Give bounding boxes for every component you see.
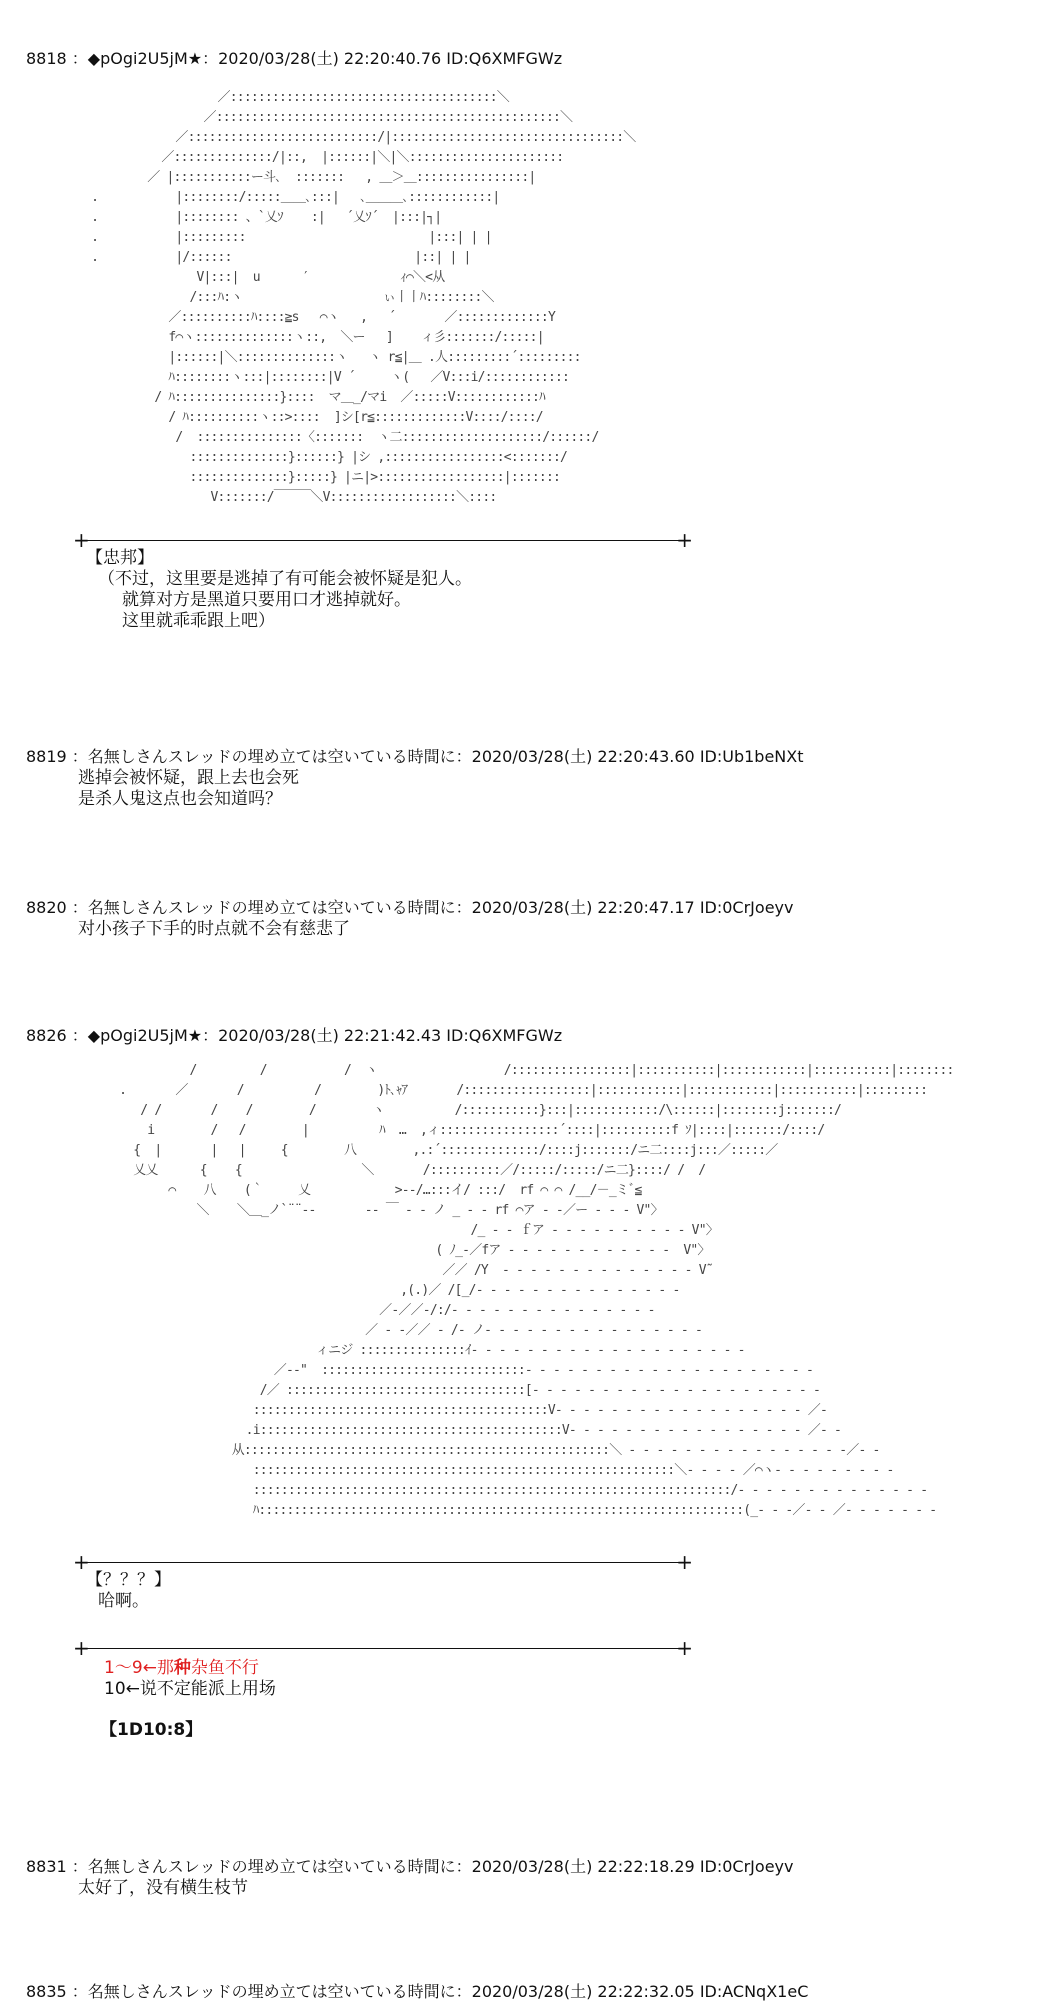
text-line: 哈啊。 — [98, 1591, 149, 1611]
post-header: 8818 ：◆pOgi2U5jM★：2020/03/28(土) 22:20:40.76 ID:Q6XMFGWz — [26, 49, 563, 68]
text-line: 就算对方是黑道只要用口才逃掉就好。 — [122, 590, 411, 610]
separator — [73, 1550, 693, 1574]
text-line: 这里就乖乖跟上吧） — [122, 611, 275, 631]
option-bold-text: 种 — [173, 1658, 191, 1678]
ascii-art: / / / ヽ /:::::::::::::::::|:::::::::::|::::::::::::|:::::::::::|:::::::: . ／ / / )ﾄ､ｬｱ /::::::::::::::::::|::::::::::::|::::::::::::|:::::::::::|::::::::: / / / / / ヽ /:::::::::::}:::|::::::::::::/\::::::|::::::::j:::::::/ i / / | ﾊ … ,ィ:::::::::::::::::´::::|::::::::::f ｿ|::::|:::::::/::::/ { | | | { 八 ,.:´::::::::::::::/::::j:::::::/ニ二::::j:::／:::::／ 乂乂 { { ＼ /::::::::::／/:::::/:::::/ニ二}::::/ / / ⌒ 八 (｀ 乂 >-‐/…:::イ/ :::/ rf ⌒ ⌒ /__/－_ミﾞ≦ ＼ ＼＿_ノ`¨¨‐- ‐- ￣ - ‐ ノ _ ‐ ‐ rf ⌒ア ‐ ‐／ー ‐ ‐ ‐ V"〉 /_ ‐ ‐ ｆア ‐ ‐ ‐ ‐ ‐ ‐ ‐ ‐ ‐ ‐ V"〉 ( ﾉ_‐／fア ‐ ‐ ‐ ‐ ‐ ‐ ‐ ‐ ‐ ‐ ‐ ‐ V"〉 ／／ /Y ‐ ‐ ‐ ‐ ‐ ‐ ‐ ‐ ‐ ‐ ‐ ‐ ‐ ‐ V˜ ,(.)／ /[_/‐ ‐ ‐ ‐ ‐ ‐ ‐ ‐ ‐ ‐ ‐ ‐ ‐ ‐ ‐ ／‐／／‐/:/‐ ‐ ‐ ‐ ‐ ‐ ‐ ‐ ‐ ‐ ‐ ‐ ‐ ‐ ‐ ／ - ‐／／ ‐ /‐ ノ‐ ‐ ‐ ‐ ‐ ‐ ‐ ‐ ‐ ‐ ‐ ‐ ‐ ‐ ‐ ‐ ィニジ :::::::::::::::ｲ‐ ‐ ‐ ‐ ‐ ‐ ‐ ‐ ‐ ‐ ‐ ‐ ‐ ‐ ‐ ‐ ‐ ‐ ‐ ‐ ／-‐" :::::::::::::::::::::::::::::‐ ‐ ‐ ‐ ‐ ‐ ‐ ‐ ‐ ‐ ‐ ‐ ‐ ‐ ‐ ‐ ‐ ‐ ‐ ‐ ‐ /／ ::::::::::::::::::::::::::::::::::[‐ ‐ ‐ ‐ ‐ ‐ ‐ ‐ ‐ ‐ ‐ ‐ ‐ ‐ ‐ ‐ ‐ ‐ ‐ ‐ ‐ ::::::::::::::::::::::::::::::::::::::::::V‐ ‐ ‐ ‐ ‐ ‐ ‐ ‐ ‐ ‐ ‐ ‐ ‐ ‐ ‐ ‐ ‐ ‐ ／‐ .i:::::::::::::::::::::::::::::::::::::::::::V‐ ‐ ‐ ‐ ‐ ‐ ‐ ‐ ‐ ‐ ‐ ‐ ‐ ‐ ‐ ‐ ‐ ／‐ ‐ 从::::::::::::::::::::::::::::::::::::::::::::::::::::＼ ‐ ‐ ‐ ‐ ‐ ‐ ‐ ‐ ‐ ‐ ‐ ‐ ‐ ‐ ‐ ‐／‐ ‐ ::::::::::::::::::::::::::::::::::::::::::::::::::::::::::::＼‐ ‐ ‐ ‐ ／⌒ヽ‐ ‐ ‐ ‐ ‐ ‐ ‐ ‐ ‐ ::::::::::::::::::::::::::::::::::::::::::::::::::::::::::::::::::::/‐ ‐ ‐ ‐ ‐ ‐ ‐ ‐ ‐ ‐ ‐ ‐ ‐ ‐ ﾊ:::::::::::::::::::::::::::::::::::::::::::::::::::::::::::::::::::::(_‐ ‐ ‐／‐ ‐ ／‐ ‐ ‐ ‐ ‐ ‐ ‐ — [119, 1063, 954, 1518]
post-header: 8820 ：名無しさんスレッドの埋め立ては空いている時間に：2020/03/28(土) 22:20:47.17 ID:0CrJoeyv — [26, 898, 794, 917]
separator — [73, 528, 693, 552]
dice-result-text: 【1D10:8】 — [100, 1720, 203, 1740]
speaker-tag: 【忠邦】 — [86, 548, 154, 568]
post-body — [86, 1570, 171, 1612]
option-red-tail: 杂鱼不行 — [190, 1658, 259, 1678]
text-line: （不过，这里要是逃掉了有可能会被怀疑是犯人。 — [98, 569, 472, 589]
dice-options — [104, 1658, 276, 1700]
post-header: 8831 ：名無しさんスレッドの埋め立ては空いている時間に：2020/03/28(土) 22:22:18.29 ID:0CrJoeyv — [26, 1857, 794, 1876]
post-body — [78, 919, 350, 940]
separator-cross-icon: + — [676, 528, 693, 552]
ascii-art: ／::::::::::::::::::::::::::::::::::::::＼ ／:::::::::::::::::::::::::::::::::::::::::::::::::＼ ／:::::::::::::::::::::::::::/|:::::::::::::::::::::::::::::::::＼ ／::::::::::::::/|::, |::::::|＼|＼:::::::::::::::::::::: ／ |:::::::::::ー斗､ ::::::: , ＿＞＿::::::::::::::::| . |::::::::/:::::＿＿､:::| ､＿＿＿､::::::::::::| . |:::::::: 、`乂ｿ :| ´乂ｿ´ |:::|┐| . |::::::::: |:::| | | . |/:::::: |::| | | V|:::| u ′ ｨ⌒＼<从 /:::ﾊ:ヽ ぃ丨丨ﾊ::::::::＼ ／::::::::::ﾊ::::≧s ⌒ヽ , ´ ／:::::::::::::Y f⌒ヽ::::::::::::::ヽ::, ＼ー ] ィ彡:::::::/:::::| |::::::|＼::::::::::::::ヽ ヽ r≦|＿ .人:::::::::´::::::::: ﾊ::::::::ヽ:::|::::::::|V ´ ヽ( ／V:::i/:::::::::::: / ﾊ:::::::::::::::}:::: マ＿_/マi ／:::::V::::::::::::ﾊ / ﾊ::::::::::ヽ::>:::: ]シ[r≦:::::::::::::V::::/::::/ / :::::::::::::::〈::::::: ヽ二::::::::::::::::::::/::::::/ ::::::::::::::}::::::} |シ ,:::::::::::::::::<:::::::/ ::::::::::::::}:::::} |ニ|>::::::::::::::::::|::::::: V:::::::/￣￣￣＼V::::::::::::::::::＼:::: — [91, 90, 636, 505]
text-line: 逃掉会被怀疑，跟上去也会死 — [78, 768, 299, 788]
separator-cross-icon: + — [676, 1550, 693, 1574]
separator-cross-icon: + — [676, 1636, 693, 1660]
text-line: 太好了，没有横生枝节 — [78, 1878, 248, 1898]
post-body — [78, 768, 299, 810]
speaker-tag: 【？？？】 — [86, 1570, 171, 1590]
option-red-text: 1～9←那 — [104, 1658, 174, 1678]
post-body — [86, 548, 472, 632]
separator-cross-icon: + — [73, 1550, 90, 1574]
text-line: 是杀人鬼这点也会知道吗？ — [78, 789, 282, 809]
text-line: 对小孩子下手的时点就不会有慈悲了 — [78, 919, 350, 939]
post-header: 8835 ：名無しさんスレッドの埋め立ては空いている時間に：2020/03/28(土) 22:22:32.05 ID:ACNqX1eC — [26, 1982, 809, 2001]
separator-cross-icon: + — [73, 528, 90, 552]
post-header: 8826 ：◆pOgi2U5jM★：2020/03/28(土) 22:21:42.43 ID:Q6XMFGWz — [26, 1026, 563, 1045]
post-header: 8819 ：名無しさんスレッドの埋め立ては空いている時間に：2020/03/28(土) 22:20:43.60 ID:Ub1beNXt — [26, 747, 804, 766]
option-line: 10←说不定能派上用场 — [104, 1679, 276, 1699]
post-body — [78, 1878, 248, 1899]
dice-result — [100, 1720, 202, 1741]
separator — [73, 1636, 693, 1660]
option-line — [104, 1658, 276, 1679]
separator-cross-icon: + — [73, 1636, 90, 1660]
